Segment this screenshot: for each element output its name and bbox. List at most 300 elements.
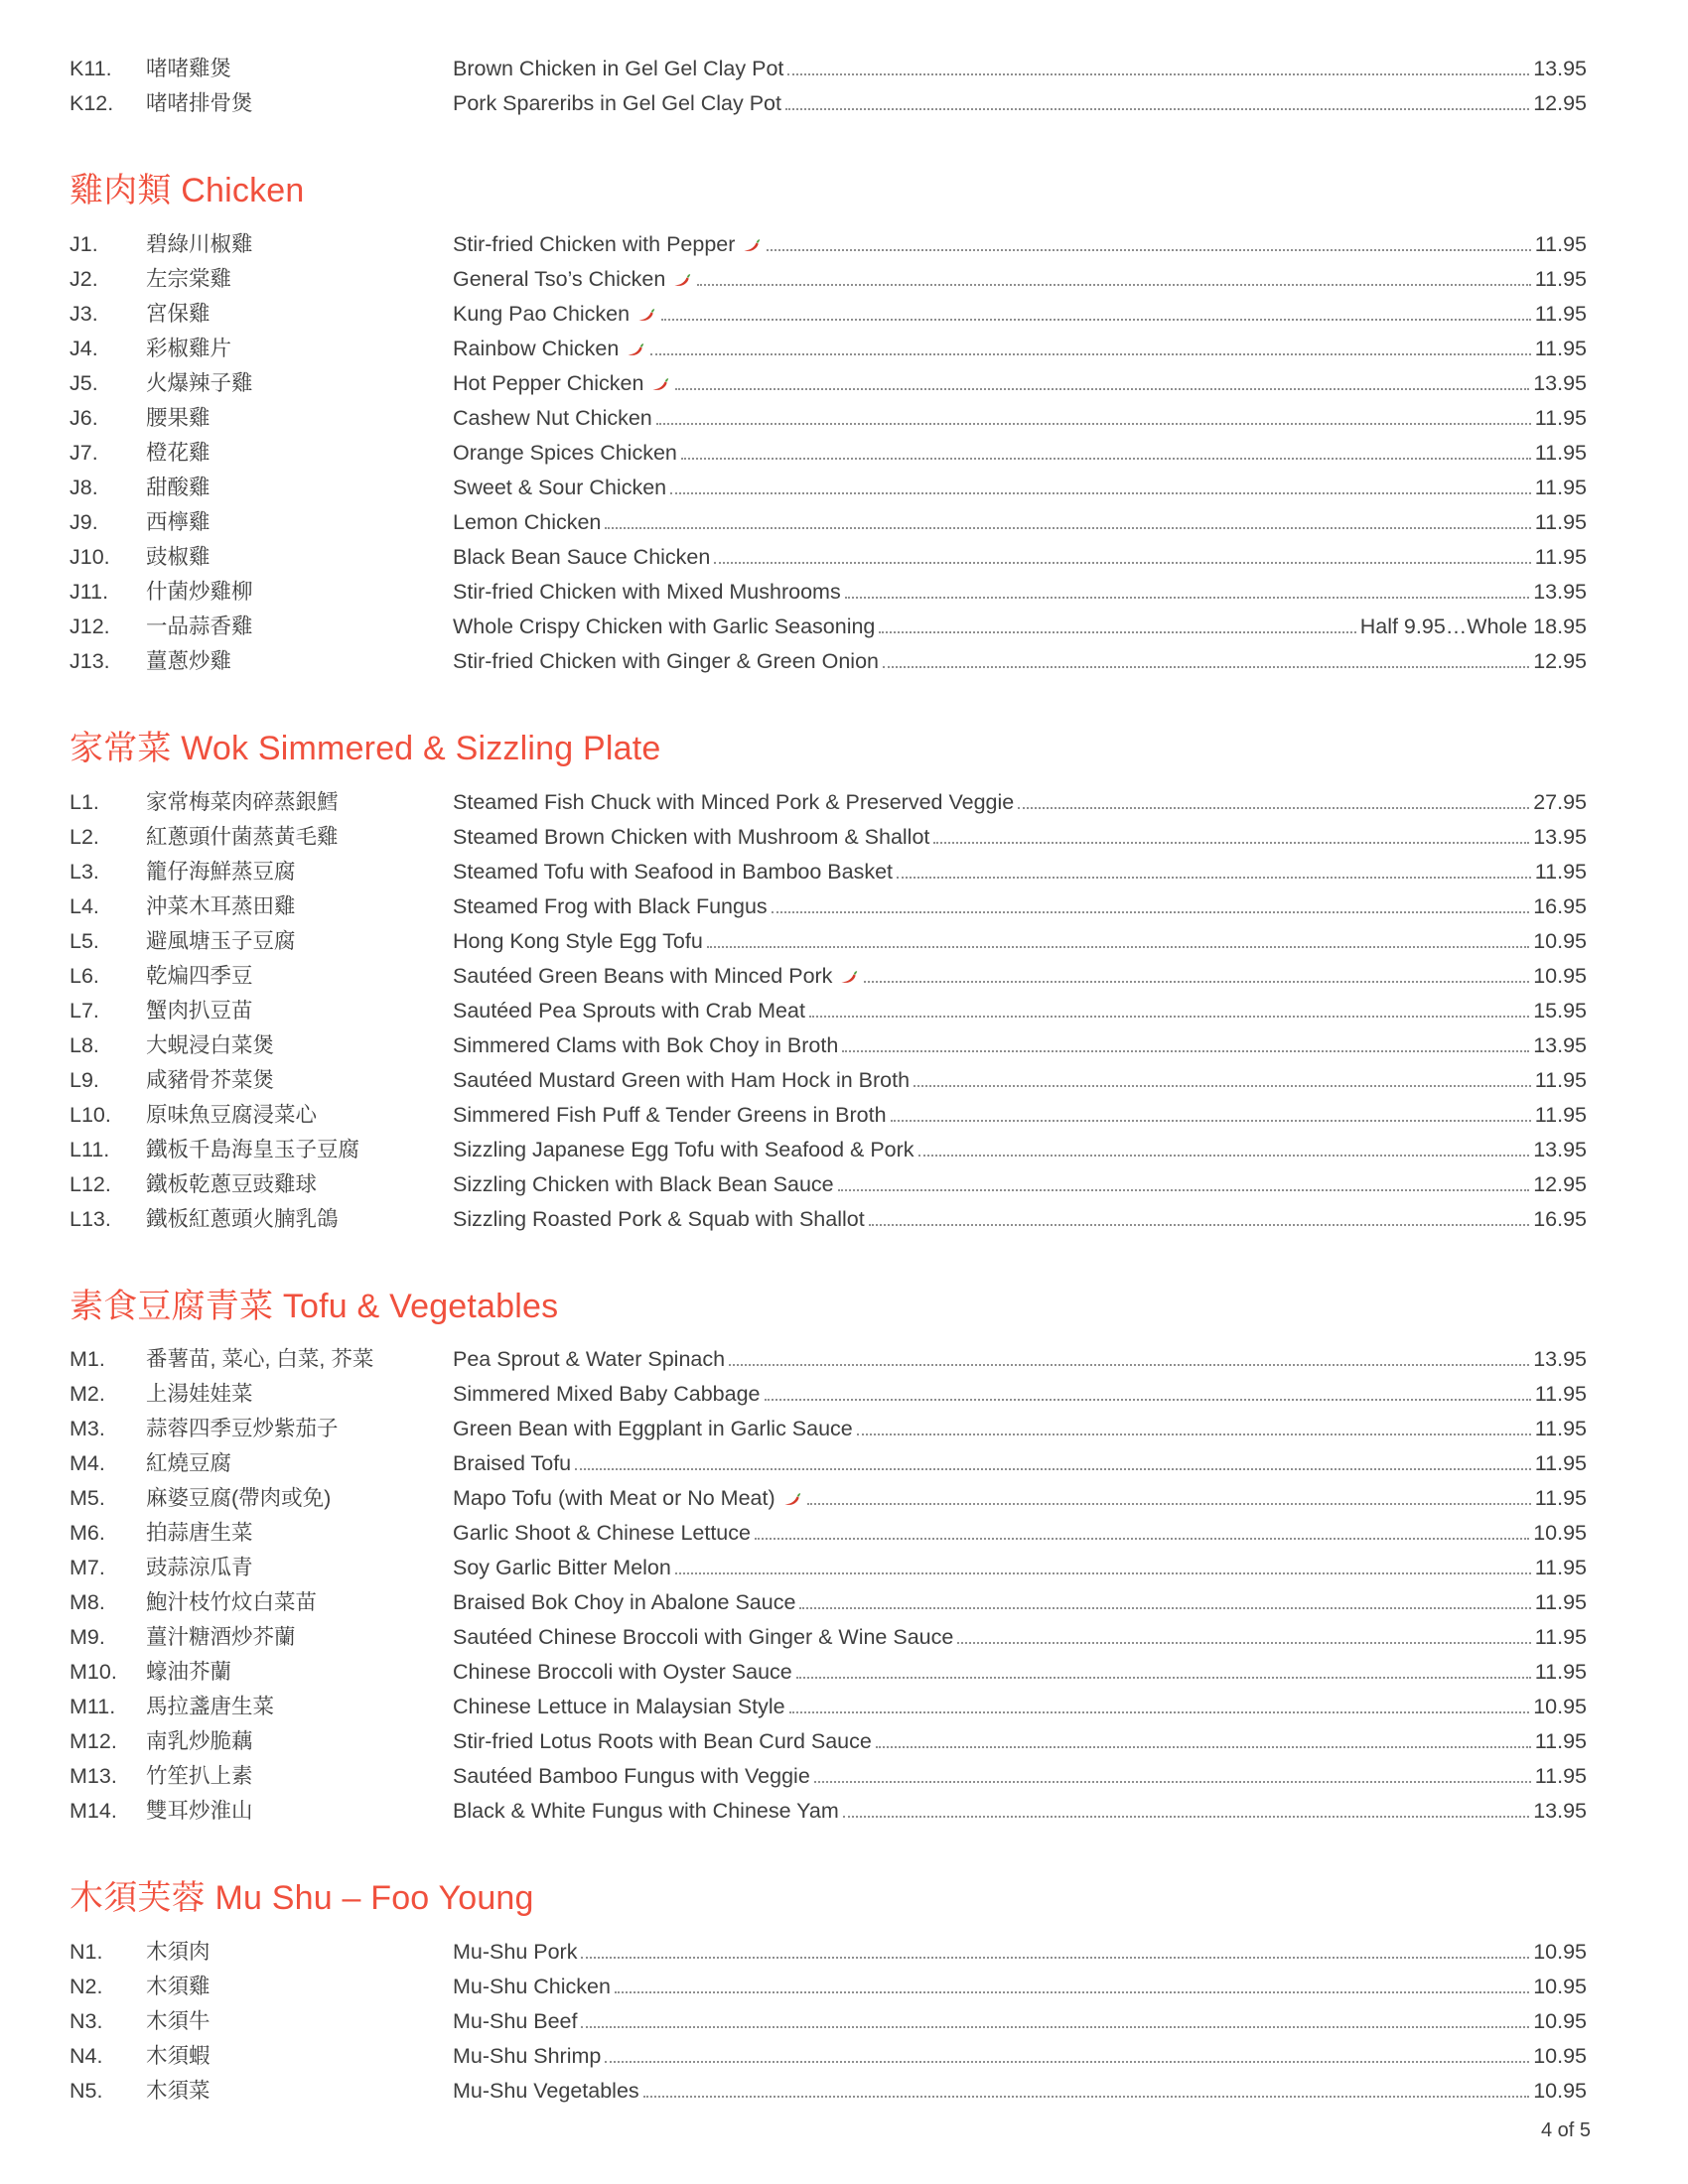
dot-leader [809, 1016, 1529, 1018]
section-title-en: Mu Shu – Foo Young [205, 1879, 534, 1918]
menu-item-row [70, 924, 1587, 959]
item-name-zh: 大蜆浸白菜煲 [146, 1032, 275, 1057]
dot-leader [729, 1364, 1529, 1366]
section-heading [70, 729, 1587, 769]
dot-leader [864, 981, 1529, 983]
dot-leader [675, 1572, 1531, 1574]
item-code: J9. [70, 509, 98, 534]
item-price: 13.95 [1533, 1032, 1587, 1057]
dot-leader [650, 353, 1530, 355]
section-title-zh: 雞肉類 [70, 172, 172, 209]
dot-leader [755, 1538, 1529, 1540]
item-code: N2. [70, 1975, 103, 1999]
item-price: 11.95 [1534, 440, 1587, 465]
menu-item-row [70, 1028, 1587, 1063]
item-price: 27.95 [1533, 789, 1587, 814]
menu-item-row [70, 1690, 1587, 1724]
item-price: 11.95 [1534, 544, 1587, 569]
menu-item-row [70, 540, 1587, 575]
menu-item-row [70, 1342, 1587, 1377]
menu-item-row [70, 1446, 1587, 1481]
dot-leader [575, 1468, 1531, 1470]
item-code: M8. [70, 1590, 105, 1615]
item-code: M10. [70, 1660, 117, 1685]
item-name-en: Black Bean Sauce Chicken [453, 544, 711, 569]
dot-leader [869, 1224, 1529, 1226]
item-name-zh: 木須蝦 [146, 2044, 211, 2069]
item-name-zh: 甜酸雞 [146, 475, 211, 499]
dot-leader [897, 877, 1531, 879]
dot-leader [843, 1816, 1529, 1818]
dot-leader [857, 1433, 1531, 1435]
item-code: N1. [70, 1940, 103, 1965]
item-name-en: Steamed Fish Chuck with Minced Pork & Preserved Veggie [453, 789, 1015, 814]
item-name-zh: 啫啫雞煲 [146, 57, 232, 80]
item-code: J5. [70, 370, 98, 395]
item-name-en: Sautéed Chinese Broccoli with Ginger & Wine Sauce [453, 1625, 954, 1650]
item-name-zh: 沖菜木耳蒸田雞 [146, 893, 296, 918]
menu-section [70, 729, 1587, 1237]
item-code: M9. [70, 1625, 105, 1650]
chili-icon [783, 1491, 801, 1506]
item-price: 11.95 [1534, 405, 1587, 430]
chili-icon [840, 969, 858, 984]
item-name-zh: 腰果雞 [146, 405, 211, 430]
item-name-en: Rainbow Chicken [453, 336, 620, 360]
item-name-en: Stir-fried Chicken with Pepper [453, 231, 736, 256]
menu-item-row [70, 785, 1587, 820]
menu-item-row [70, 610, 1587, 644]
item-price: 11.95 [1534, 1102, 1587, 1127]
item-name-zh: 豉蒜涼瓜青 [146, 1556, 253, 1580]
item-name-en: Hot Pepper Chicken [453, 370, 644, 395]
item-name-zh: 木須菜 [146, 2079, 211, 2104]
item-name-en: Sautéed Mustard Green with Ham Hock in Broth [453, 1067, 911, 1092]
item-name-zh: 家常梅菜肉碎蒸銀鱈 [146, 789, 339, 814]
section-title-en: Tofu & Vegetables [273, 1287, 559, 1325]
item-name-zh: 紅燒豆腐 [146, 1451, 232, 1476]
item-name-en: Brown Chicken in Gel Gel Clay Pot [453, 57, 784, 80]
item-code: K11. [70, 57, 112, 80]
item-code: M14. [70, 1799, 117, 1824]
item-code: L5. [70, 928, 99, 953]
item-name-en: Stir-fried Chicken with Mixed Mushrooms [453, 579, 841, 604]
dot-leader [714, 562, 1530, 564]
menu-item-row [70, 959, 1587, 994]
item-price: 10.95 [1533, 1940, 1587, 1965]
item-name-en: Mu-Shu Beef [453, 2009, 578, 2034]
item-name-en: Braised Bok Choy in Abalone Sauce [453, 1590, 796, 1615]
menu-item-row [70, 1516, 1587, 1551]
item-name-zh: 籠仔海鮮蒸豆腐 [146, 859, 296, 884]
item-name-en: Pea Sprout & Water Spinach [453, 1347, 726, 1372]
item-name-zh: 鐵板紅蔥頭火腩乳鴿 [146, 1206, 339, 1231]
item-code: N4. [70, 2044, 103, 2069]
item-name-en: Mu-Shu Chicken [453, 1975, 611, 1999]
dot-leader [605, 527, 1530, 529]
item-price: 11.95 [1534, 1764, 1587, 1789]
item-code: M7. [70, 1556, 105, 1580]
menu-item-row [70, 1759, 1587, 1794]
item-code: J2. [70, 266, 98, 291]
item-name-zh: 蠔油芥蘭 [146, 1660, 232, 1685]
dot-leader [845, 597, 1529, 599]
menu-item-row [70, 820, 1587, 855]
item-name-en: Sautéed Bamboo Fungus with Veggie [453, 1764, 810, 1789]
menu-item-row [70, 1970, 1587, 2004]
menu-item-row [70, 1794, 1587, 1829]
section-title-zh: 木須芙蓉 [70, 1879, 206, 1918]
item-name-zh: 乾煸四季豆 [146, 963, 253, 988]
item-name-zh: 南乳炒脆藕 [146, 1729, 253, 1754]
item-name-en: Sweet & Sour Chicken [453, 475, 667, 499]
item-name-zh: 鐵板乾蔥豆豉雞球 [146, 1171, 318, 1196]
item-name-zh: 拍蒜唐生菜 [146, 1521, 253, 1546]
item-code: M11. [70, 1695, 116, 1719]
item-name-zh: 避風塘玉子豆腐 [146, 928, 296, 953]
item-code: L12. [70, 1171, 111, 1196]
item-price: 11.95 [1534, 1417, 1587, 1441]
dot-leader [605, 2061, 1529, 2063]
menu-item-row [70, 1481, 1587, 1516]
item-name-zh: 碧綠川椒雞 [146, 231, 253, 256]
menu-item-row [70, 2074, 1587, 2109]
item-name-zh: 馬拉盞唐生菜 [146, 1695, 275, 1719]
dot-leader [891, 1120, 1531, 1122]
dot-leader [765, 1399, 1531, 1401]
item-name-en: Steamed Frog with Black Fungus [453, 893, 768, 918]
item-name-zh: 薑汁糖酒炒芥蘭 [146, 1625, 296, 1650]
item-name-zh: 紅蔥頭什菌蒸黃毛雞 [146, 824, 339, 849]
item-code: J11. [70, 579, 109, 604]
item-code: L11. [70, 1137, 110, 1161]
menu-section [70, 1878, 1587, 2109]
item-name-en: Sizzling Japanese Egg Tofu with Seafood & Pork [453, 1137, 914, 1161]
item-price: 10.95 [1533, 2079, 1587, 2104]
item-price: 15.95 [1533, 998, 1587, 1023]
dot-leader [643, 2096, 1530, 2098]
item-name-en: Chinese Lettuce in Malaysian Style [453, 1695, 785, 1719]
item-name-zh: 木須雞 [146, 1975, 211, 1999]
item-price: 11.95 [1534, 1729, 1587, 1754]
item-price: 11.95 [1534, 1451, 1587, 1476]
item-name-en: Soy Garlic Bitter Melon [453, 1556, 671, 1580]
item-code: L7. [70, 998, 99, 1023]
menu-sections [70, 52, 1587, 2109]
section-title-en: Wok Simmered & Sizzling Plate [171, 729, 661, 767]
item-price: 13.95 [1533, 1799, 1587, 1824]
item-code: J8. [70, 475, 98, 499]
dot-leader [914, 1085, 1531, 1087]
item-name-en: Chinese Broccoli with Oyster Sauce [453, 1660, 792, 1685]
item-price: 11.95 [1534, 266, 1587, 291]
item-name-zh: 薑蔥炒雞 [146, 648, 232, 673]
item-code: M4. [70, 1451, 105, 1476]
menu-item-row [70, 505, 1587, 540]
item-price: 10.95 [1533, 2009, 1587, 2034]
dot-leader [681, 458, 1531, 460]
chili-icon [743, 237, 761, 252]
item-name-zh: 啫啫排骨煲 [146, 91, 253, 115]
item-name-en: Steamed Brown Chicken with Mushroom & Shallot [453, 824, 930, 849]
item-name-en: Cashew Nut Chicken [453, 405, 652, 430]
item-price: 13.95 [1533, 1137, 1587, 1161]
chili-icon [627, 341, 644, 356]
menu-item-row [70, 1167, 1587, 1202]
item-name-zh: 西檸雞 [146, 509, 211, 534]
dot-leader [796, 1677, 1531, 1679]
item-price: 12.95 [1533, 91, 1587, 115]
item-price: 11.95 [1534, 336, 1587, 360]
menu-item-row [70, 436, 1587, 471]
item-code: L10. [70, 1102, 111, 1127]
item-name-en: Kung Pao Chicken [453, 301, 631, 326]
menu-item-row [70, 1724, 1587, 1759]
item-code: M1. [70, 1347, 105, 1372]
item-code: N3. [70, 2009, 103, 2034]
dot-leader [785, 108, 1529, 110]
item-name-zh: 蒜蓉四季豆炒紫茄子 [146, 1417, 339, 1441]
item-price: 10.95 [1533, 963, 1587, 988]
item-price: 11.95 [1534, 1660, 1587, 1685]
menu-item-row [70, 1063, 1587, 1098]
item-price: 11.95 [1534, 1556, 1587, 1580]
dot-leader [697, 284, 1530, 286]
dot-leader [814, 1781, 1531, 1783]
item-price: 10.95 [1533, 1975, 1587, 1999]
item-name-en: Mu-Shu Shrimp [453, 2044, 602, 2069]
menu-item-row [70, 401, 1587, 436]
menu-item-row [70, 297, 1587, 332]
item-name-zh: 什菌炒雞柳 [146, 579, 253, 604]
menu-item-row [70, 889, 1587, 924]
menu-item-row [70, 1585, 1587, 1620]
menu-item-row [70, 52, 1587, 86]
dot-leader [876, 1746, 1531, 1748]
dot-leader [581, 1957, 1529, 1959]
item-price: 10.95 [1533, 928, 1587, 953]
menu-item-row [70, 994, 1587, 1028]
menu-item-row [70, 1412, 1587, 1446]
dot-leader [879, 631, 1355, 633]
dot-leader [581, 2026, 1529, 2028]
item-name-zh: 原味魚豆腐浸菜心 [146, 1102, 318, 1127]
item-name-zh: 麻婆豆腐(帶肉或免) [146, 1486, 332, 1511]
item-code: J3. [70, 301, 98, 326]
dot-leader [675, 388, 1529, 390]
item-price: 11.95 [1534, 1067, 1587, 1092]
item-name-en: Steamed Tofu with Seafood in Bamboo Basket [453, 859, 894, 884]
dot-leader [772, 911, 1530, 913]
item-name-en: Sautéed Pea Sprouts with Crab Meat [453, 998, 805, 1023]
dot-leader [807, 1503, 1531, 1505]
item-code: J12. [70, 614, 110, 638]
item-name-zh: 橙花雞 [146, 440, 211, 465]
menu-item-row [70, 644, 1587, 679]
menu-item-row [70, 1935, 1587, 1970]
item-price: 12.95 [1533, 1171, 1587, 1196]
item-name-en: Sizzling Roasted Pork & Squab with Shallot [453, 1206, 865, 1231]
item-price: 10.95 [1533, 2044, 1587, 2069]
item-price: 11.95 [1534, 1382, 1587, 1407]
menu-item-row [70, 332, 1587, 366]
dot-leader [787, 73, 1529, 75]
item-name-en: Hong Kong Style Egg Tofu [453, 928, 703, 953]
menu-item-row [70, 1377, 1587, 1412]
chili-icon [637, 307, 655, 322]
section-heading [70, 1878, 1587, 1919]
item-name-zh: 番薯苗, 菜心, 白菜, 芥菜 [146, 1347, 374, 1372]
item-code: L8. [70, 1032, 99, 1057]
item-name-zh: 一品蒜香雞 [146, 614, 253, 638]
item-name-en: Mapo Tofu (with Meat or No Meat) [453, 1486, 775, 1511]
item-price: 13.95 [1533, 579, 1587, 604]
menu-item-row [70, 575, 1587, 610]
menu-section [70, 1287, 1587, 1830]
item-name-en: Simmered Fish Puff & Tender Greens in Broth [453, 1102, 887, 1127]
item-name-zh: 木須牛 [146, 2009, 211, 2034]
menu-section [70, 52, 1587, 121]
item-price: 16.95 [1533, 893, 1587, 918]
item-code: M6. [70, 1521, 105, 1546]
menu-item-row [70, 855, 1587, 889]
item-code: L6. [70, 963, 99, 988]
menu-item-row [70, 471, 1587, 505]
dot-leader [670, 492, 1531, 494]
item-code: J10. [70, 544, 110, 569]
menu-item-row [70, 2004, 1587, 2039]
item-name-zh: 鮑汁枝竹炆白菜苗 [146, 1590, 318, 1615]
item-price: 11.95 [1534, 301, 1587, 326]
item-price: Half 9.95…Whole 18.95 [1359, 614, 1587, 638]
item-name-en: Sautéed Green Beans with Minced Pork [453, 963, 833, 988]
item-code: M3. [70, 1417, 105, 1441]
item-name-en: Lemon Chicken [453, 509, 602, 534]
chili-icon [651, 376, 669, 391]
item-code: J6. [70, 405, 98, 430]
item-code: J13. [70, 648, 110, 673]
item-code: N5. [70, 2079, 103, 2104]
menu-section [70, 171, 1587, 679]
item-name-en: Orange Spices Chicken [453, 440, 677, 465]
item-name-en: Mu-Shu Pork [453, 1940, 578, 1965]
menu-item-row [70, 86, 1587, 121]
dot-leader [957, 1642, 1530, 1644]
dot-leader [615, 1991, 1529, 1993]
section-heading [70, 1287, 1587, 1327]
item-code: K12. [70, 91, 114, 115]
item-code: L13. [70, 1206, 111, 1231]
item-name-en: Garlic Shoot & Chinese Lettuce [453, 1521, 751, 1546]
item-price: 13.95 [1533, 824, 1587, 849]
item-code: J7. [70, 440, 98, 465]
item-price: 11.95 [1534, 475, 1587, 499]
dot-leader [842, 1050, 1529, 1052]
item-price: 13.95 [1533, 370, 1587, 395]
item-name-zh: 咸豬骨芥菜煲 [146, 1067, 275, 1092]
item-price: 11.95 [1534, 231, 1587, 256]
dot-leader [918, 1155, 1530, 1157]
dot-leader [883, 666, 1529, 668]
menu-item-row [70, 1098, 1587, 1133]
item-name-en: Simmered Clams with Bok Choy in Broth [453, 1032, 839, 1057]
item-code: L9. [70, 1067, 99, 1092]
item-name-en: Braised Tofu [453, 1451, 572, 1476]
item-name-zh: 鐵板千島海皇玉子豆腐 [146, 1137, 360, 1161]
dot-leader [661, 319, 1531, 321]
item-price: 13.95 [1533, 57, 1587, 80]
item-code: L2. [70, 824, 99, 849]
item-price: 11.95 [1534, 509, 1587, 534]
item-code: L4. [70, 893, 99, 918]
dot-leader [767, 249, 1530, 251]
item-name-en: Simmered Mixed Baby Cabbage [453, 1382, 761, 1407]
menu-item-row [70, 1133, 1587, 1167]
dot-leader [933, 842, 1529, 844]
item-name-zh: 雙耳炒淮山 [146, 1799, 253, 1824]
item-name-zh: 火爆辣子雞 [146, 370, 253, 395]
item-name-zh: 竹笙扒上素 [146, 1764, 253, 1789]
dot-leader [789, 1711, 1530, 1713]
item-name-en: Stir-fried Lotus Roots with Bean Curd Sauce [453, 1729, 872, 1754]
dot-leader [838, 1189, 1530, 1191]
item-name-zh: 蟹肉扒豆苗 [146, 998, 253, 1023]
section-title-en: Chicken [171, 172, 305, 209]
dot-leader [707, 946, 1529, 948]
item-code: J4. [70, 336, 98, 360]
chili-icon [673, 272, 691, 287]
section-title-zh: 家常菜 [70, 729, 172, 767]
dot-leader [656, 423, 1531, 425]
menu-item-row [70, 2039, 1587, 2074]
item-price: 10.95 [1533, 1695, 1587, 1719]
item-price: 11.95 [1534, 1486, 1587, 1511]
item-code: M12. [70, 1729, 117, 1754]
item-name-en: Whole Crispy Chicken with Garlic Seasoning [453, 614, 876, 638]
item-name-zh: 彩椒雞片 [146, 336, 232, 360]
item-name-zh: 上湯娃娃菜 [146, 1382, 253, 1407]
item-price: 16.95 [1533, 1206, 1587, 1231]
item-code: M2. [70, 1382, 105, 1407]
item-name-en: General Tso’s Chicken [453, 266, 666, 291]
section-title-zh: 素食豆腐青菜 [70, 1287, 274, 1325]
menu-item-row [70, 1202, 1587, 1237]
item-name-en: Mu-Shu Vegetables [453, 2079, 639, 2104]
dot-leader [1018, 807, 1529, 809]
item-name-zh: 木須肉 [146, 1940, 211, 1965]
menu-item-row [70, 227, 1587, 262]
menu-item-row [70, 1551, 1587, 1585]
item-price: 11.95 [1534, 859, 1587, 884]
item-name-en: Pork Spareribs in Gel Gel Clay Pot [453, 91, 781, 115]
menu-item-row [70, 1655, 1587, 1690]
menu-item-row [70, 1620, 1587, 1655]
item-name-zh: 宮保雞 [146, 301, 211, 326]
item-code: M5. [70, 1486, 105, 1511]
item-name-en: Sizzling Chicken with Black Bean Sauce [453, 1171, 834, 1196]
item-name-en: Stir-fried Chicken with Ginger & Green Onion [453, 648, 879, 673]
menu-item-row [70, 366, 1587, 401]
page-number: 4 of 5 [1540, 2119, 1591, 2141]
item-price: 11.95 [1534, 1590, 1587, 1615]
item-price: 12.95 [1533, 648, 1587, 673]
item-code: L1. [70, 789, 99, 814]
item-code: M13. [70, 1764, 117, 1789]
dot-leader [799, 1607, 1530, 1609]
item-name-en: Green Bean with Eggplant in Garlic Sauce [453, 1417, 853, 1441]
item-price: 10.95 [1533, 1521, 1587, 1546]
item-name-en: Black & White Fungus with Chinese Yam [453, 1799, 839, 1824]
